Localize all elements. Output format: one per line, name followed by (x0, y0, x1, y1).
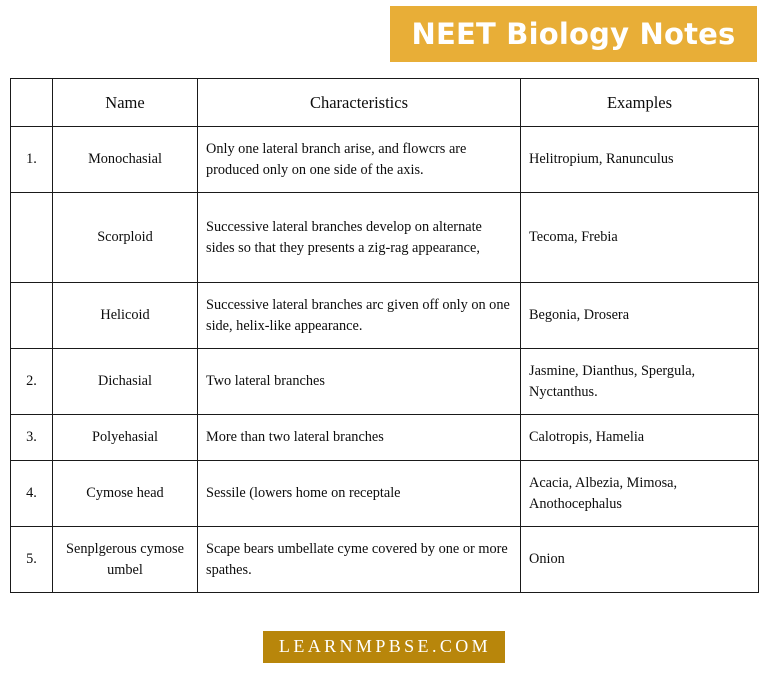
table-row (11, 127, 759, 193)
row-characteristics: Two lateral branches (198, 349, 521, 415)
row-name: Dichasial (53, 349, 198, 415)
table-row (11, 461, 759, 527)
row-name: Helicoid (53, 283, 198, 349)
row-characteristics: Only one lateral branch arise, and flowcrs are produced only on one side of the axis. (198, 127, 521, 193)
page-title: NEET Biology Notes (411, 16, 736, 51)
row-name: Cymose head (53, 461, 198, 527)
row-characteristics: Successive lateral branches arc given off only on one side, helix-like appearance. (198, 283, 521, 349)
notes-table-container (10, 78, 758, 593)
row-index: 4. (11, 461, 53, 527)
row-examples: Onion (521, 527, 759, 593)
row-index: 2. (11, 349, 53, 415)
table-row (11, 415, 759, 461)
row-examples: Begonia, Drosera (521, 283, 759, 349)
table-row (11, 527, 759, 593)
column-header-characteristics: Characteristics (198, 79, 521, 127)
cymose-inflorescence-table (10, 78, 759, 593)
row-index (11, 283, 53, 349)
column-header-examples: Examples (521, 79, 759, 127)
site-watermark: LEARNMPBSE.COM (263, 631, 505, 663)
row-characteristics: Sessile (lowers home on receptale (198, 461, 521, 527)
row-name: Polyehasial (53, 415, 198, 461)
row-index: 5. (11, 527, 53, 593)
column-header-index (11, 79, 53, 127)
row-name: Monochasial (53, 127, 198, 193)
row-index (11, 193, 53, 283)
row-examples: Calotropis, Hamelia (521, 415, 759, 461)
table-row (11, 349, 759, 415)
row-index: 3. (11, 415, 53, 461)
row-characteristics: Scape bears umbellate cyme covered by one or more spathes. (198, 527, 521, 593)
table-row (11, 193, 759, 283)
row-characteristics: More than two lateral branches (198, 415, 521, 461)
row-examples: Tecoma, Frebia (521, 193, 759, 283)
footer (0, 631, 768, 663)
table-header-row (11, 79, 759, 127)
row-examples: Helitropium, Ranunculus (521, 127, 759, 193)
row-name: Scorploid (53, 193, 198, 283)
row-examples: Jasmine, Dianthus, Spergula, Nyctanthus. (521, 349, 759, 415)
table-row (11, 283, 759, 349)
table-body (11, 79, 759, 593)
header-banner (390, 6, 757, 62)
row-index: 1. (11, 127, 53, 193)
row-name: Senplgerous cymose umbel (53, 527, 198, 593)
row-examples: Acacia, Albezia, Mimosa, Anothocephalus (521, 461, 759, 527)
row-characteristics: Successive lateral branches develop on alternate sides so that they presents a zig-rag appearance, (198, 193, 521, 283)
column-header-name: Name (53, 79, 198, 127)
